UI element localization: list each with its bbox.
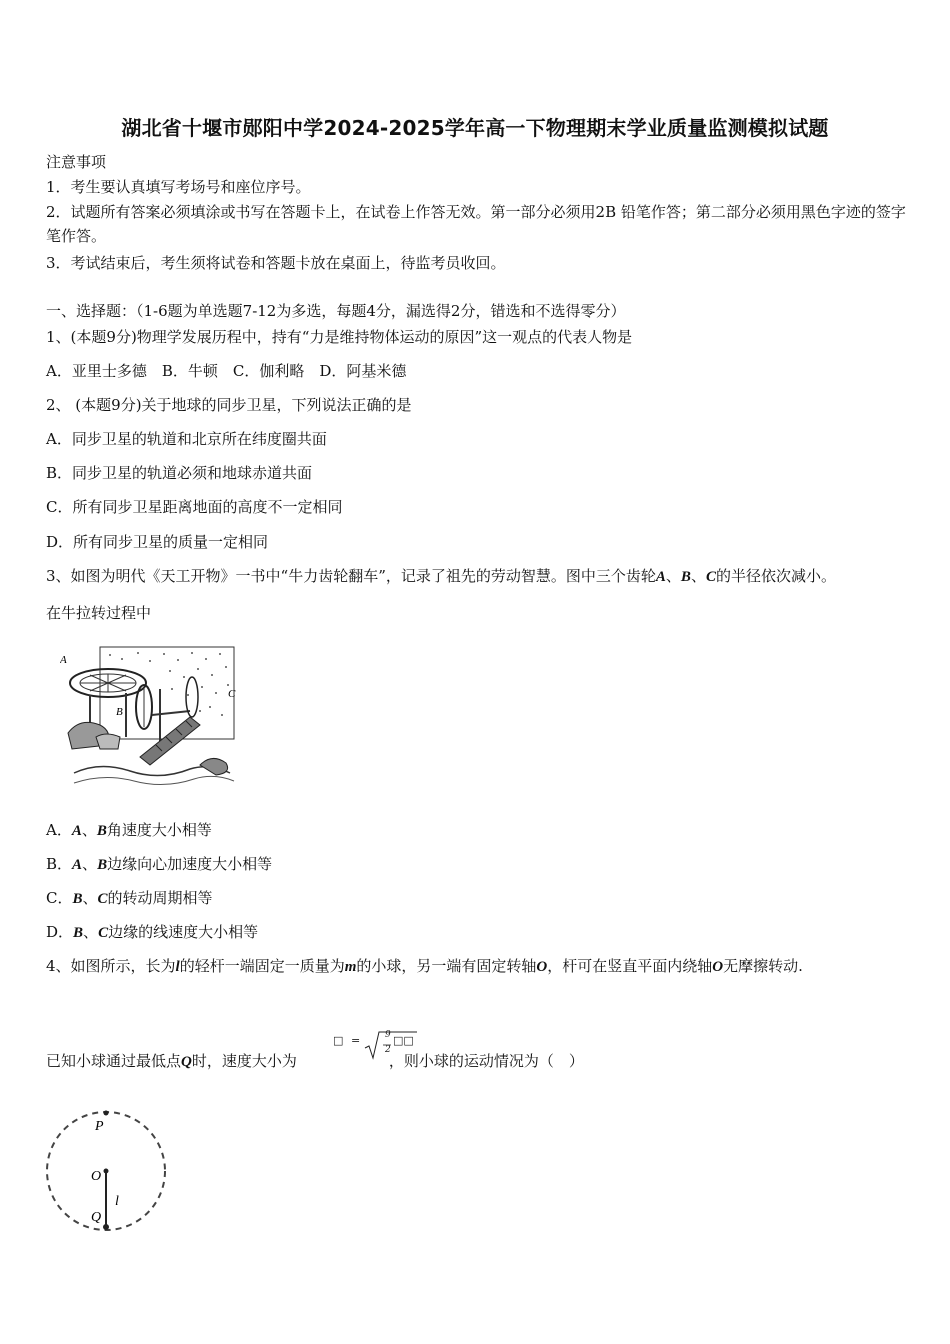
label-p: P [95,1119,104,1134]
q3-var-b: B [680,569,691,585]
figure-label-a: A [60,654,67,666]
q1-options: A．亚里士多德 B．牛顿 C．伽利略 D．阿基米德 [46,362,407,380]
page-title: 湖北省十堰市郧阳中学2024-2025学年高一下物理期末学业质量监测模拟试题 [121,116,829,140]
option-var: B [72,891,83,907]
q4-text: 时，速度大小为 [191,1052,297,1070]
rod-circle-diagram [40,1108,172,1234]
q4-stem-cont [46,1051,584,1072]
q3-sep: 、 [690,567,706,585]
q4-text: 无摩擦转动. [723,957,803,975]
formula-numerator: 9 [385,1030,391,1040]
q3-var-c: C [705,569,716,585]
q2-option-b: B．同步卫星的轨道必须和地球赤道共面 [46,464,313,482]
q2-option-a: A．同步卫星的轨道和北京所在纬度圈共面 [46,430,327,448]
label-o: O [91,1169,102,1184]
q4-var-o: O [712,959,724,975]
q4-text: ，则小球的运动情况为（ ） [388,1052,584,1070]
notice-item-2: 2．试题所有答案必须填涂或书写在答题卡上，在试卷上作答无效。第一部分必须用2B 铅笔作答；第二部分必须用黑色字迹的签字笔作答。 [46,203,906,245]
label-l: l [115,1194,119,1209]
q3-sep: 、 [665,567,681,585]
option-text: 边缘的线速度大小相等 [108,923,259,941]
formula-var: □ [333,1034,344,1047]
q4-var-m: m [344,959,357,975]
q3-stem-text: 3、如图为明代《天工开物》一书中“牛力齿轮翻车”，记录了祖先的劳动智慧。图中三个齿轮 [46,567,656,585]
q2-option-d: D．所有同步卫星的质量一定相同 [46,533,269,551]
option-sep: 、 [82,855,98,873]
q4-var-q: Q [181,1054,192,1070]
q3-option-a [46,820,212,841]
option-var: B [96,823,107,839]
q4-text: 已知小球通过最低点 [46,1052,182,1070]
q4-var-l: l [175,959,180,975]
q3-var-a: A [655,569,666,585]
label-q: Q [91,1210,102,1225]
option-var: B [97,857,108,873]
figure-label-c: C [228,688,236,700]
notice-item-3: 3．考试结束后，考生须将试卷和答题卡放在桌面上，待监考员收回。 [46,254,506,272]
option-var: A [72,857,83,873]
option-sep: 、 [82,889,98,907]
formula-denominator: 2 [385,1045,391,1055]
figure-label-b: B [116,706,123,718]
q4-text: 的轻杆一端固定一质量为 [179,957,345,975]
option-text: 角速度大小相等 [106,821,212,839]
q3-option-d [46,922,258,943]
option-var: A [71,823,82,839]
option-prefix: B． [46,855,73,873]
q3-stem-cont: 在牛拉转过程中 [46,604,152,622]
option-sep: 、 [83,923,99,941]
q1-stem: 1、(本题9分)物理学发展历程中，持有“力是维持物体运动的原因”这一观点的代表人物是 [46,328,633,346]
option-text: 的转动周期相等 [107,889,213,907]
q3-option-b [46,854,272,875]
option-text: 边缘向心加速度大小相等 [107,855,273,873]
option-sep: 、 [81,821,97,839]
q3-option-c [46,888,213,909]
option-prefix: D． [46,923,74,941]
q4-text: 4、如图所示，长为 [46,957,176,975]
waterwheel-illustration [60,645,240,793]
option-var: B [73,925,84,941]
q4-text: ，杆可在竖直平面内绕轴 [547,957,713,975]
option-var: C [98,925,109,941]
q4-var-o: O [536,959,548,975]
section-heading: 一、选择题：（1-6题为单选题7-12为多选，每题4分，漏选得2分，错选和不选得零分） [46,302,626,320]
q2-option-c: C．所有同步卫星距离地面的高度不一定相同 [46,498,343,516]
option-prefix: C． [46,889,73,907]
notice-heading: 注意事项 [46,153,107,171]
q4-text: 的小球，另一端有固定转轴 [356,957,537,975]
option-prefix: A． [46,821,72,839]
notice-item-1: 1．考生要认真填写考场号和座位序号。 [46,178,311,196]
q3-stem [46,566,836,587]
q2-stem: 2、 (本题9分)关于地球的同步卫星，下列说法正确的是 [46,396,412,414]
q4-stem [46,956,803,977]
formula-vars: □□ [393,1034,414,1047]
q3-stem-text-end: 的半径依次减小。 [715,567,836,585]
velocity-formula [333,1030,419,1066]
formula-equals: = [351,1034,361,1047]
option-var: C [97,891,108,907]
